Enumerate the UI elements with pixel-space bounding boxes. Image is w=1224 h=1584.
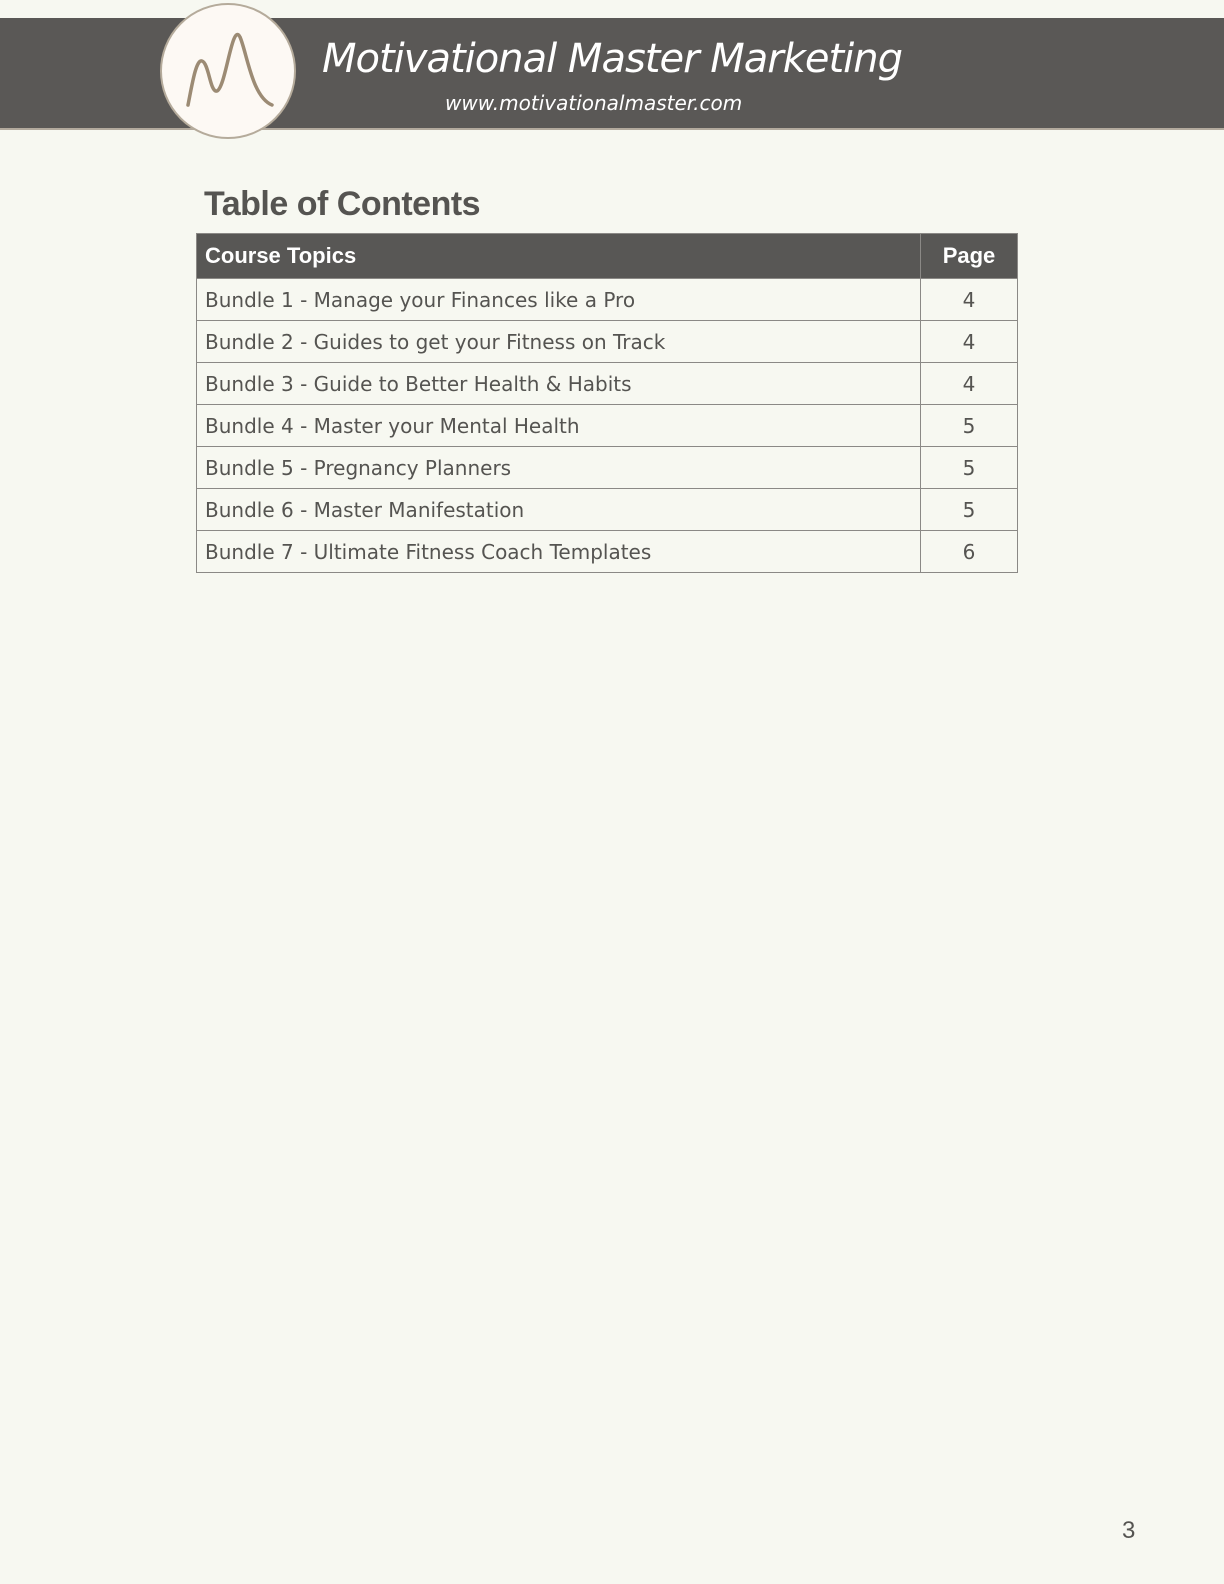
m-wave-logo-icon xyxy=(162,5,298,141)
toc-page: 4 xyxy=(921,363,1018,405)
toc-topic: Bundle 7 - Ultimate Fitness Coach Templates xyxy=(197,531,921,573)
table-row[interactable] xyxy=(197,321,1018,363)
brand-url[interactable]: www.motivationalmaster.com xyxy=(445,91,743,115)
table-row[interactable] xyxy=(197,363,1018,405)
toc-topic: Bundle 2 - Guides to get your Fitness on Track xyxy=(197,321,921,363)
toc-topic: Bundle 1 - Manage your Finances like a Pro xyxy=(197,279,921,321)
table-row[interactable] xyxy=(197,279,1018,321)
toc-page: 5 xyxy=(921,489,1018,531)
toc-topic: Bundle 6 - Master Manifestation xyxy=(197,489,921,531)
toc-page: 5 xyxy=(921,447,1018,489)
column-header-page: Page xyxy=(921,234,1018,279)
toc-table xyxy=(196,233,1018,573)
table-row[interactable] xyxy=(197,405,1018,447)
table-row[interactable] xyxy=(197,489,1018,531)
page-number: 3 xyxy=(1122,1517,1136,1544)
table-row[interactable] xyxy=(197,447,1018,489)
toc-header-row xyxy=(197,234,1018,279)
column-header-topics: Course Topics xyxy=(197,234,921,279)
toc-page: 6 xyxy=(921,531,1018,573)
toc-heading: Table of Contents xyxy=(204,185,481,223)
toc-topic: Bundle 3 - Guide to Better Health & Habits xyxy=(197,363,921,405)
toc-topic: Bundle 4 - Master your Mental Health xyxy=(197,405,921,447)
brand-logo xyxy=(160,3,296,139)
table-row[interactable] xyxy=(197,531,1018,573)
toc-page: 4 xyxy=(921,279,1018,321)
brand-title: Motivational Master Marketing xyxy=(322,36,903,82)
toc-page: 5 xyxy=(921,405,1018,447)
toc-topic: Bundle 5 - Pregnancy Planners xyxy=(197,447,921,489)
toc-page: 4 xyxy=(921,321,1018,363)
